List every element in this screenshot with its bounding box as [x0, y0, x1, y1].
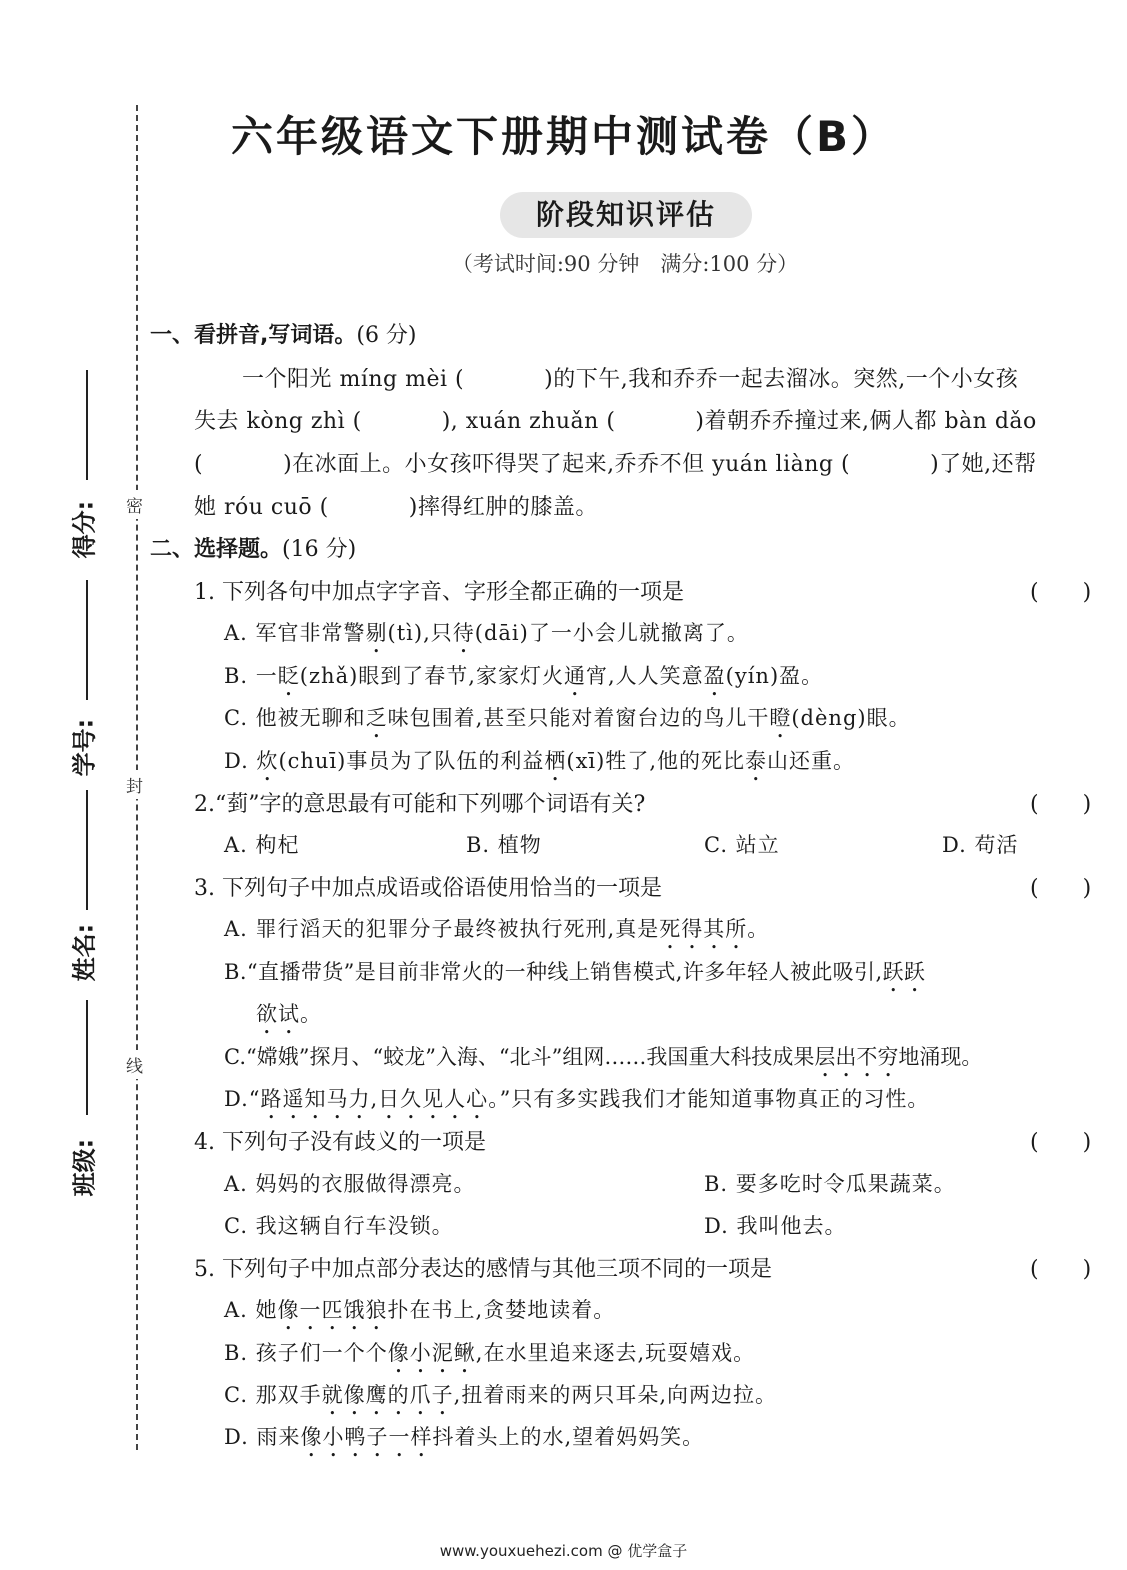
q5-answer-paren[interactable]: ( )	[1030, 1257, 1092, 1282]
seal-mi: 密	[126, 490, 143, 519]
text-segment: A. 她	[224, 1298, 278, 1322]
dotted-char: 瞪	[769, 706, 792, 730]
text-segment: D. 雨来	[224, 1425, 301, 1449]
text-segment: )着朝乔乔撞过来,俩人都 bàn dǎo	[695, 409, 1037, 434]
text-segment: (xī)牲了,他的死比	[566, 749, 745, 773]
text-segment: )在冰面上。小女孩吓得哭了起来,乔乔不但 yuán liàng (	[283, 452, 851, 477]
dotted-char: 眨	[277, 664, 300, 688]
dotted-char: 炊	[256, 749, 279, 773]
text-segment: (	[194, 452, 204, 477]
q4-option-b[interactable]: B. 要多吃时令瓜果蔬菜。	[704, 1172, 956, 1196]
dotted-char: 通	[563, 664, 586, 688]
q5-option-c[interactable]	[224, 1379, 777, 1420]
q2-option-a[interactable]: A. 枸杞	[224, 833, 300, 857]
text-segment: 一个阳光 míng mèi (	[242, 367, 465, 392]
text-segment: )的下午,我和乔乔一起去溜冰。突然,一个小女孩	[544, 367, 1019, 392]
q4-option-c[interactable]: C. 我这辆自行车没锁。	[224, 1214, 454, 1238]
text-segment: ), xuán zhuǎn (	[441, 409, 616, 434]
text-segment: C. 他被无聊和	[224, 706, 366, 730]
q5-option-a[interactable]	[224, 1294, 615, 1335]
text-segment: 山还重。	[767, 749, 855, 773]
text-segment: B.“直播带货”是目前非常火的一种线上销售模式,许多年轻人被此吸引,	[224, 960, 883, 984]
student-id-label: 学号:	[70, 718, 99, 777]
section1-heading	[150, 318, 417, 349]
text-segment: C.“嫦娥”探月、“蛟龙”入海、“北斗”组网……我国重大科技成果	[224, 1045, 815, 1069]
dotted-phrase: 就像鹰的爪子	[321, 1383, 454, 1407]
text-segment: A. 军官非常警	[224, 621, 366, 645]
q3-stem: 3. 下列句子中加点成语或俗语使用恰当的一项是	[194, 876, 662, 901]
dotted-phrase: 像小泥鳅	[387, 1341, 476, 1365]
q1-stem: 1. 下列各句中加点字字音、字形全都正确的一项是	[194, 580, 684, 605]
footer-watermark: www.youxuehezi.com @ 优学盒子	[439, 1542, 688, 1560]
q5-stem: 5. 下列句子中加点部分表达的感情与其他三项不同的一项是	[194, 1257, 772, 1282]
text-segment: ,在水里追来逐去,玩耍嬉戏。	[475, 1341, 756, 1365]
q2-stem: 2.“菿”字的意思最有可能和下列哪个词语有关?	[194, 792, 646, 817]
q2-option-c[interactable]: C. 站立	[704, 833, 780, 857]
subtitle-badge: 阶段知识评估	[500, 192, 752, 238]
dotted-char: 盈	[703, 664, 726, 688]
text-segment: 失去 kòng zhì (	[194, 409, 362, 434]
q5-option-d[interactable]	[224, 1421, 704, 1462]
q3-option-c[interactable]	[224, 1041, 982, 1082]
text-segment: (chuī)事员为了队伍的利益	[278, 749, 545, 773]
text-segment: A. 罪行滔天的犯罪分子最终被执行死刑,真是	[224, 917, 660, 941]
section2-heading	[150, 532, 356, 563]
q3-option-d[interactable]	[224, 1083, 929, 1124]
q3-option-a[interactable]	[224, 913, 769, 954]
dotted-phrase: 像小鸭子一样	[300, 1425, 433, 1449]
q5-option-b[interactable]	[224, 1337, 755, 1378]
text-segment: 她 róu cuō (	[194, 495, 329, 520]
q3-answer-paren[interactable]: ( )	[1030, 876, 1092, 901]
text-segment: 宵,人人笑意	[585, 664, 704, 688]
text-segment: (tì),只	[387, 621, 453, 645]
dotted-phrase: 死得其所	[659, 917, 748, 941]
q4-stem: 4. 下列句子没有歧义的一项是	[194, 1130, 486, 1155]
text-segment: ,扭着雨来的两只耳朵,向两边拉。	[453, 1383, 778, 1407]
dotted-phrase: 欲试	[256, 1002, 300, 1026]
class-label: 班级:	[70, 1138, 99, 1197]
q2-answer-paren[interactable]: ( )	[1030, 792, 1092, 817]
score-underline	[86, 370, 88, 480]
q3-option-b[interactable]	[224, 956, 925, 997]
text-segment: 。	[300, 1002, 322, 1026]
text-segment: B. 孩子们一个个	[224, 1341, 388, 1365]
text-segment: 味包围着,甚至只能对着窗台边的鸟儿干	[387, 706, 770, 730]
dotted-char: 待	[452, 621, 475, 645]
q1-answer-paren[interactable]: ( )	[1030, 580, 1092, 605]
text-segment: (zhǎ)眼到了春节,家家灯火	[299, 664, 564, 688]
name-label: 姓名:	[70, 923, 99, 982]
q1-option-c[interactable]	[224, 702, 911, 743]
text-segment: (dèng)眼。	[791, 706, 911, 730]
text-segment: B. 一	[224, 664, 278, 688]
class-underline	[86, 1000, 88, 1115]
q1-option-a[interactable]	[224, 617, 749, 658]
section1-line-3	[194, 447, 1037, 478]
text-segment: 。”只有多实践我们才能知道事物真正的习性。	[488, 1087, 930, 1111]
exam-info: （考试时间:90 分钟 满分:100 分）	[451, 252, 799, 276]
text-segment: 抖着头上的水,望着妈妈笑。	[432, 1425, 705, 1449]
text-segment: C. 那双手	[224, 1383, 322, 1407]
dotted-char: 乏	[365, 706, 388, 730]
section2-points: (16 分)	[282, 537, 357, 562]
section1-title: 一、看拼音,写词语。	[150, 323, 357, 348]
student-id-underline	[86, 580, 88, 700]
section2-title: 二、选择题。	[150, 537, 283, 562]
section1-line-2	[194, 404, 1037, 435]
section1-line-4	[194, 490, 598, 521]
dotted-phrase: 路遥知马力,日久见人心	[260, 1087, 489, 1111]
name-underline	[86, 790, 88, 910]
text-segment: D.	[224, 749, 257, 773]
seal-feng: 封	[126, 770, 143, 799]
section1-points: (6 分)	[356, 323, 417, 348]
q1-option-b[interactable]	[224, 660, 823, 701]
text-segment: 扑在书上,贪婪地读着。	[387, 1298, 616, 1322]
text-segment: 。	[747, 917, 770, 941]
dotted-char: 剔	[365, 621, 388, 645]
score-label: 得分:	[70, 500, 99, 559]
section1-line-1	[242, 362, 1018, 393]
dotted-phrase: 层出不穷	[814, 1045, 899, 1069]
dotted-char: 栖	[544, 749, 567, 773]
dotted-char: 泰	[745, 749, 767, 773]
text-segment: D.“	[224, 1087, 261, 1111]
q4-option-a[interactable]: A. 妈妈的衣服做得漂亮。	[224, 1172, 476, 1196]
q2-option-b[interactable]: B. 植物	[466, 833, 542, 857]
page-title: 六年级语文下册期中测试卷（B）	[230, 112, 896, 161]
text-segment: (dāi)了一小会儿就撤离了。	[474, 621, 749, 645]
q4-option-d[interactable]: D. 我叫他去。	[704, 1214, 847, 1238]
q2-option-d[interactable]: D. 苟活	[942, 833, 1019, 857]
text-segment: )摔得红肿的膝盖。	[408, 495, 598, 520]
q3-option-b-continued	[256, 998, 322, 1039]
q1-option-d[interactable]	[224, 745, 855, 786]
dotted-phrase: 跃跃	[882, 960, 926, 984]
text-segment: (yín)盈。	[725, 664, 824, 688]
seal-xian: 线	[126, 1050, 143, 1079]
text-segment: )了她,还帮	[930, 452, 1037, 477]
text-segment: 地涌现。	[898, 1045, 983, 1069]
q4-answer-paren[interactable]: ( )	[1030, 1130, 1092, 1155]
dotted-phrase: 像一匹饿狼	[277, 1298, 388, 1322]
